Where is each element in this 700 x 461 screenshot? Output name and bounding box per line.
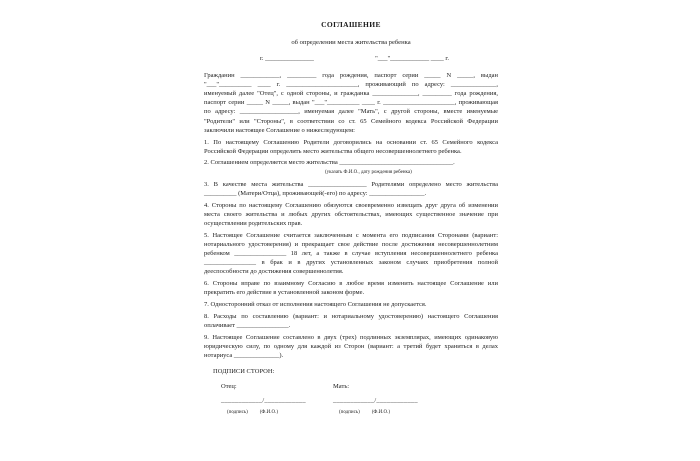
city-blank: г. _______________ [260,55,314,63]
mother-name-caption: (Ф.И.О.) [371,410,391,416]
clause-9: 9. Настоящее Соглашение составлено в двух (трех) подлинных экземплярах, имеющих одинаковую юридическую силу, по одному для каждой из Сторон (вариант: а третий будет храниться в делах нотариуса ______________). [204,333,498,360]
signatures-block [204,382,498,418]
document-subtitle: об определении места жительства ребенка [291,39,411,47]
mother-label: Мать: [333,383,350,390]
clause-7: 7. Односторонний отказ от исполнения настоящего Соглашения не допускается. [204,301,427,309]
father-signature-captions [221,408,333,417]
clause-5: 5. Настоящее Соглашение считается заключенным с момента его подписания Сторонами (вариант: нотариального удостоверения) и прекращает свое действие после достижения несовершеннолетним ребенком ________________ 18 лет, а также в случае вступления несовершеннолетнего ребенка ________________ в брак и в других установленных законом случаях приобретения полной дееспособности до достижения совершеннолетия. [204,231,498,276]
father-name-caption: (Ф.И.О.) [259,410,279,416]
signatures-heading: ПОДПИСИ СТОРОН: [213,367,275,375]
clause-2-caption: (указать Ф.И.О., дату рождения ребенка) [325,169,412,175]
preamble-paragraph: Гражданин ____________, _________ года рождения, паспорт серии _____ N _____, выдан "___"__________ ____ г. ______________________, проживающий по адресу: ______________, именуемый далее "Отец", с одной стороны, и гражданка ______________, _________ года рождения, паспорт серии _____ N _____, выдан "___"__________ ____ г. ______________________, проживающая по адресу: __________________, именуемая далее "Мать", с другой стороны, вместе именуемые "Родители" или "Стороны", в соответствии со ст. 65 Семейного кодекса Российской Федерации заключили настоящее Соглашение о нижеследующем: [204,71,498,134]
father-sign-caption: (подпись) [227,410,248,416]
mother-signature-blank: ____________/____________ [333,397,418,405]
clause-2: 2. Соглашением определяется место жительства ___________________________________. [204,159,455,167]
date-blank: "___"____________ ____ г. [375,55,449,63]
mother-signature-column [333,382,453,418]
document-title: СОГЛАШЕНИЕ [321,20,381,29]
agreement-document [204,20,498,418]
clause-3: 3. В качестве места жительства __________________ Родителями определено место жительства __________ (Матери/Отца), проживающей(-его) по адресу: _________________. [204,180,498,197]
city-date-row [204,54,498,63]
mother-signature-captions [333,408,453,417]
clause-8: 8. Расходы по составлению (вариант: и нотариальному удостоверению) настоящего Соглашения оплачивает ________________. [204,312,498,329]
clause-4: 4. Стороны по настоящему Соглашению обязуются своевременно извещать друг друга об изменении места своего жительства и любых других обстоятельствах, имеющих существенное значение при осуществлении родительских прав. [204,201,498,227]
mother-sign-caption: (подпись) [339,410,360,416]
father-signature-column [221,382,333,418]
father-label: Отец: [221,383,237,390]
clause-6: 6. Стороны вправе по взаимному Согласию в любое время изменить настоящее Соглашение или прекратить его действие в установленной законом форме. [204,280,498,297]
clause-1: 1. По настоящему Соглашению Родители договорились на основании ст. 65 Семейного кодекса Российской Федерации определить место жительства общего несовершеннолетнего ребенка. [204,138,498,155]
father-signature-blank: ____________/____________ [221,397,306,405]
